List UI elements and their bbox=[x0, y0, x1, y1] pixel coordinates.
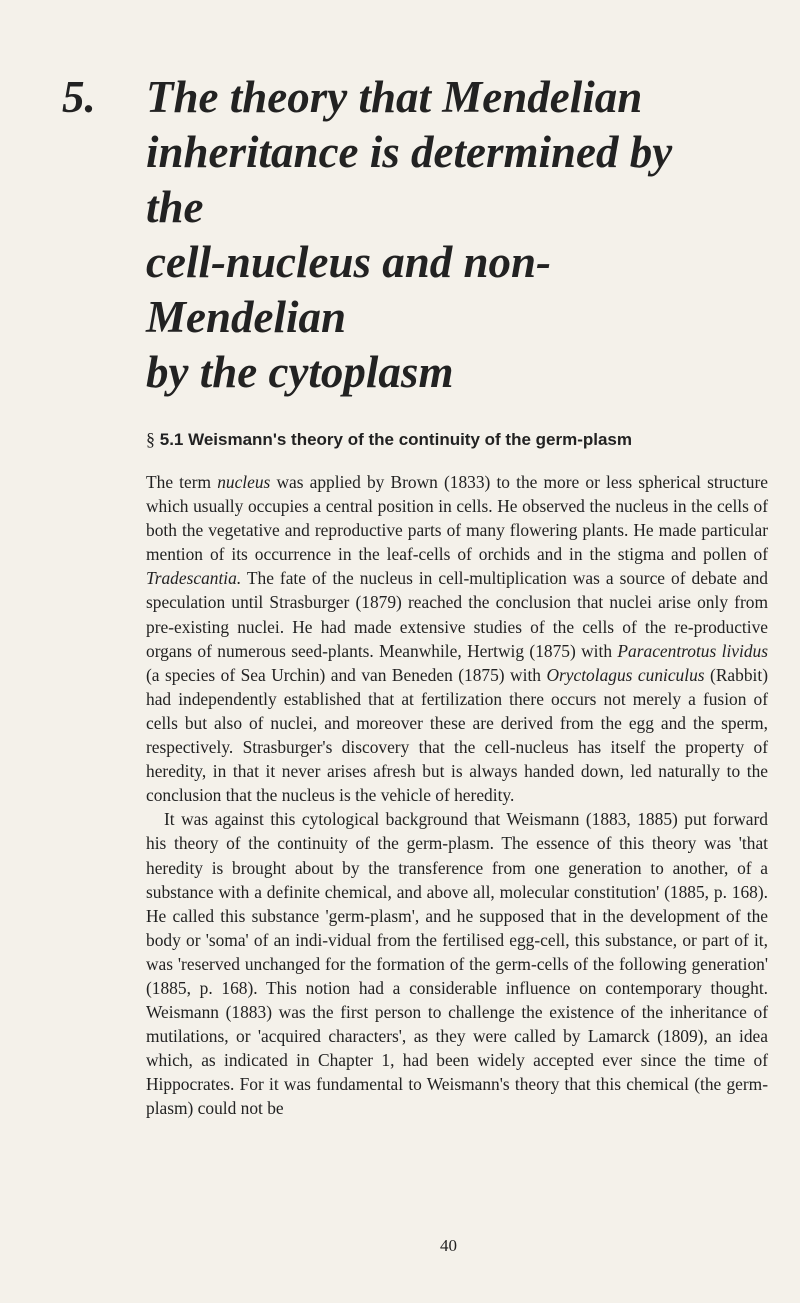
italic-term: Oryctolagus cuniculus bbox=[546, 664, 705, 685]
text-run: (a species of Sea Urchin) and van Beneden (1875) with bbox=[146, 664, 547, 685]
italic-term: nucleus bbox=[217, 472, 271, 492]
section-symbol: § bbox=[146, 429, 155, 449]
paragraph bbox=[146, 470, 768, 807]
text-run: The term bbox=[146, 472, 218, 492]
text-run: was applied by Brown (1833) to the more or less spherical structure which usually occupies a central position in cells. He observed the nucleus in the cells of both the vegetative and reproductive parts of many flowering plants. He made particular mention of its occurrence in the leaf-cells of orchids and in the stigma and pollen of bbox=[146, 472, 768, 565]
chapter-heading bbox=[62, 70, 722, 400]
text-run: The fate of the nucleus in cell-multiplication was a source of debate and speculation until Strasburger (1879) reached the conclusion that nuclei arise only from pre-existing nuclei. He had made extensive studies of the cells of the re-productive organs of numerous seed-plants. Meanwhile, Hertwig (1875) with bbox=[146, 568, 768, 661]
section-heading bbox=[146, 428, 746, 451]
italic-term: Tradescantia. bbox=[146, 568, 242, 589]
section-number: 5.1 bbox=[159, 430, 184, 449]
page-number: 40 bbox=[440, 1236, 457, 1255]
paragraph: It was against this cytological background that Weismann (1883, 1885) put forward his theory of the continuity of the germ-plasm. The essence of this theory was 'that heredity is brought about by the transference from one generation to another, of a substance with a definite chemical, and above all, molecular constitution' (1885, p. 168). He called this substance 'germ-plasm', and he supposed that in the development of the body or 'soma' of an indi-vidual from the fertilised egg-cell, this substance, or part of it, was 'reserved unchanged for the formation of the germ-cells of the following generation' (1885, p. 168). This notion had a considerable influence on contemporary thought. Weismann (1883) was the first person to challenge the existence of the inheritance of mutilations, or 'acquired characters', as they were called by Lamarck (1809), an idea which, as indicated in Chapter 1, had been widely accepted ever since the time of Hippocrates. For it was fundamental to Weismann's theory that this chemical (the germ-plasm) could not be bbox=[146, 809, 768, 1119]
text-run: (Rabbit) had independently established that at fertilization there occurs not merely a fusion of cells but also of nuclei, and moreover these are derived from the egg and the sperm, respectively. Strasburger's discovery that the cell-nucleus has itself the property of heredity, in that it never arises afresh but is always handed down, led naturally to the conclusion that the nucleus is the vehicle of heredity. bbox=[146, 664, 768, 806]
italic-term: Paracentrotus lividus bbox=[617, 640, 768, 661]
chapter-title: The theory that Mendelian inheritance is determined by the cell-nucleus and non-Mendelian by the cytoplasm bbox=[146, 72, 673, 397]
section-title: Weismann's theory of the continuity of the germ-plasm bbox=[188, 430, 633, 449]
chapter-number: 5. bbox=[62, 72, 96, 122]
body-text bbox=[146, 470, 768, 1121]
